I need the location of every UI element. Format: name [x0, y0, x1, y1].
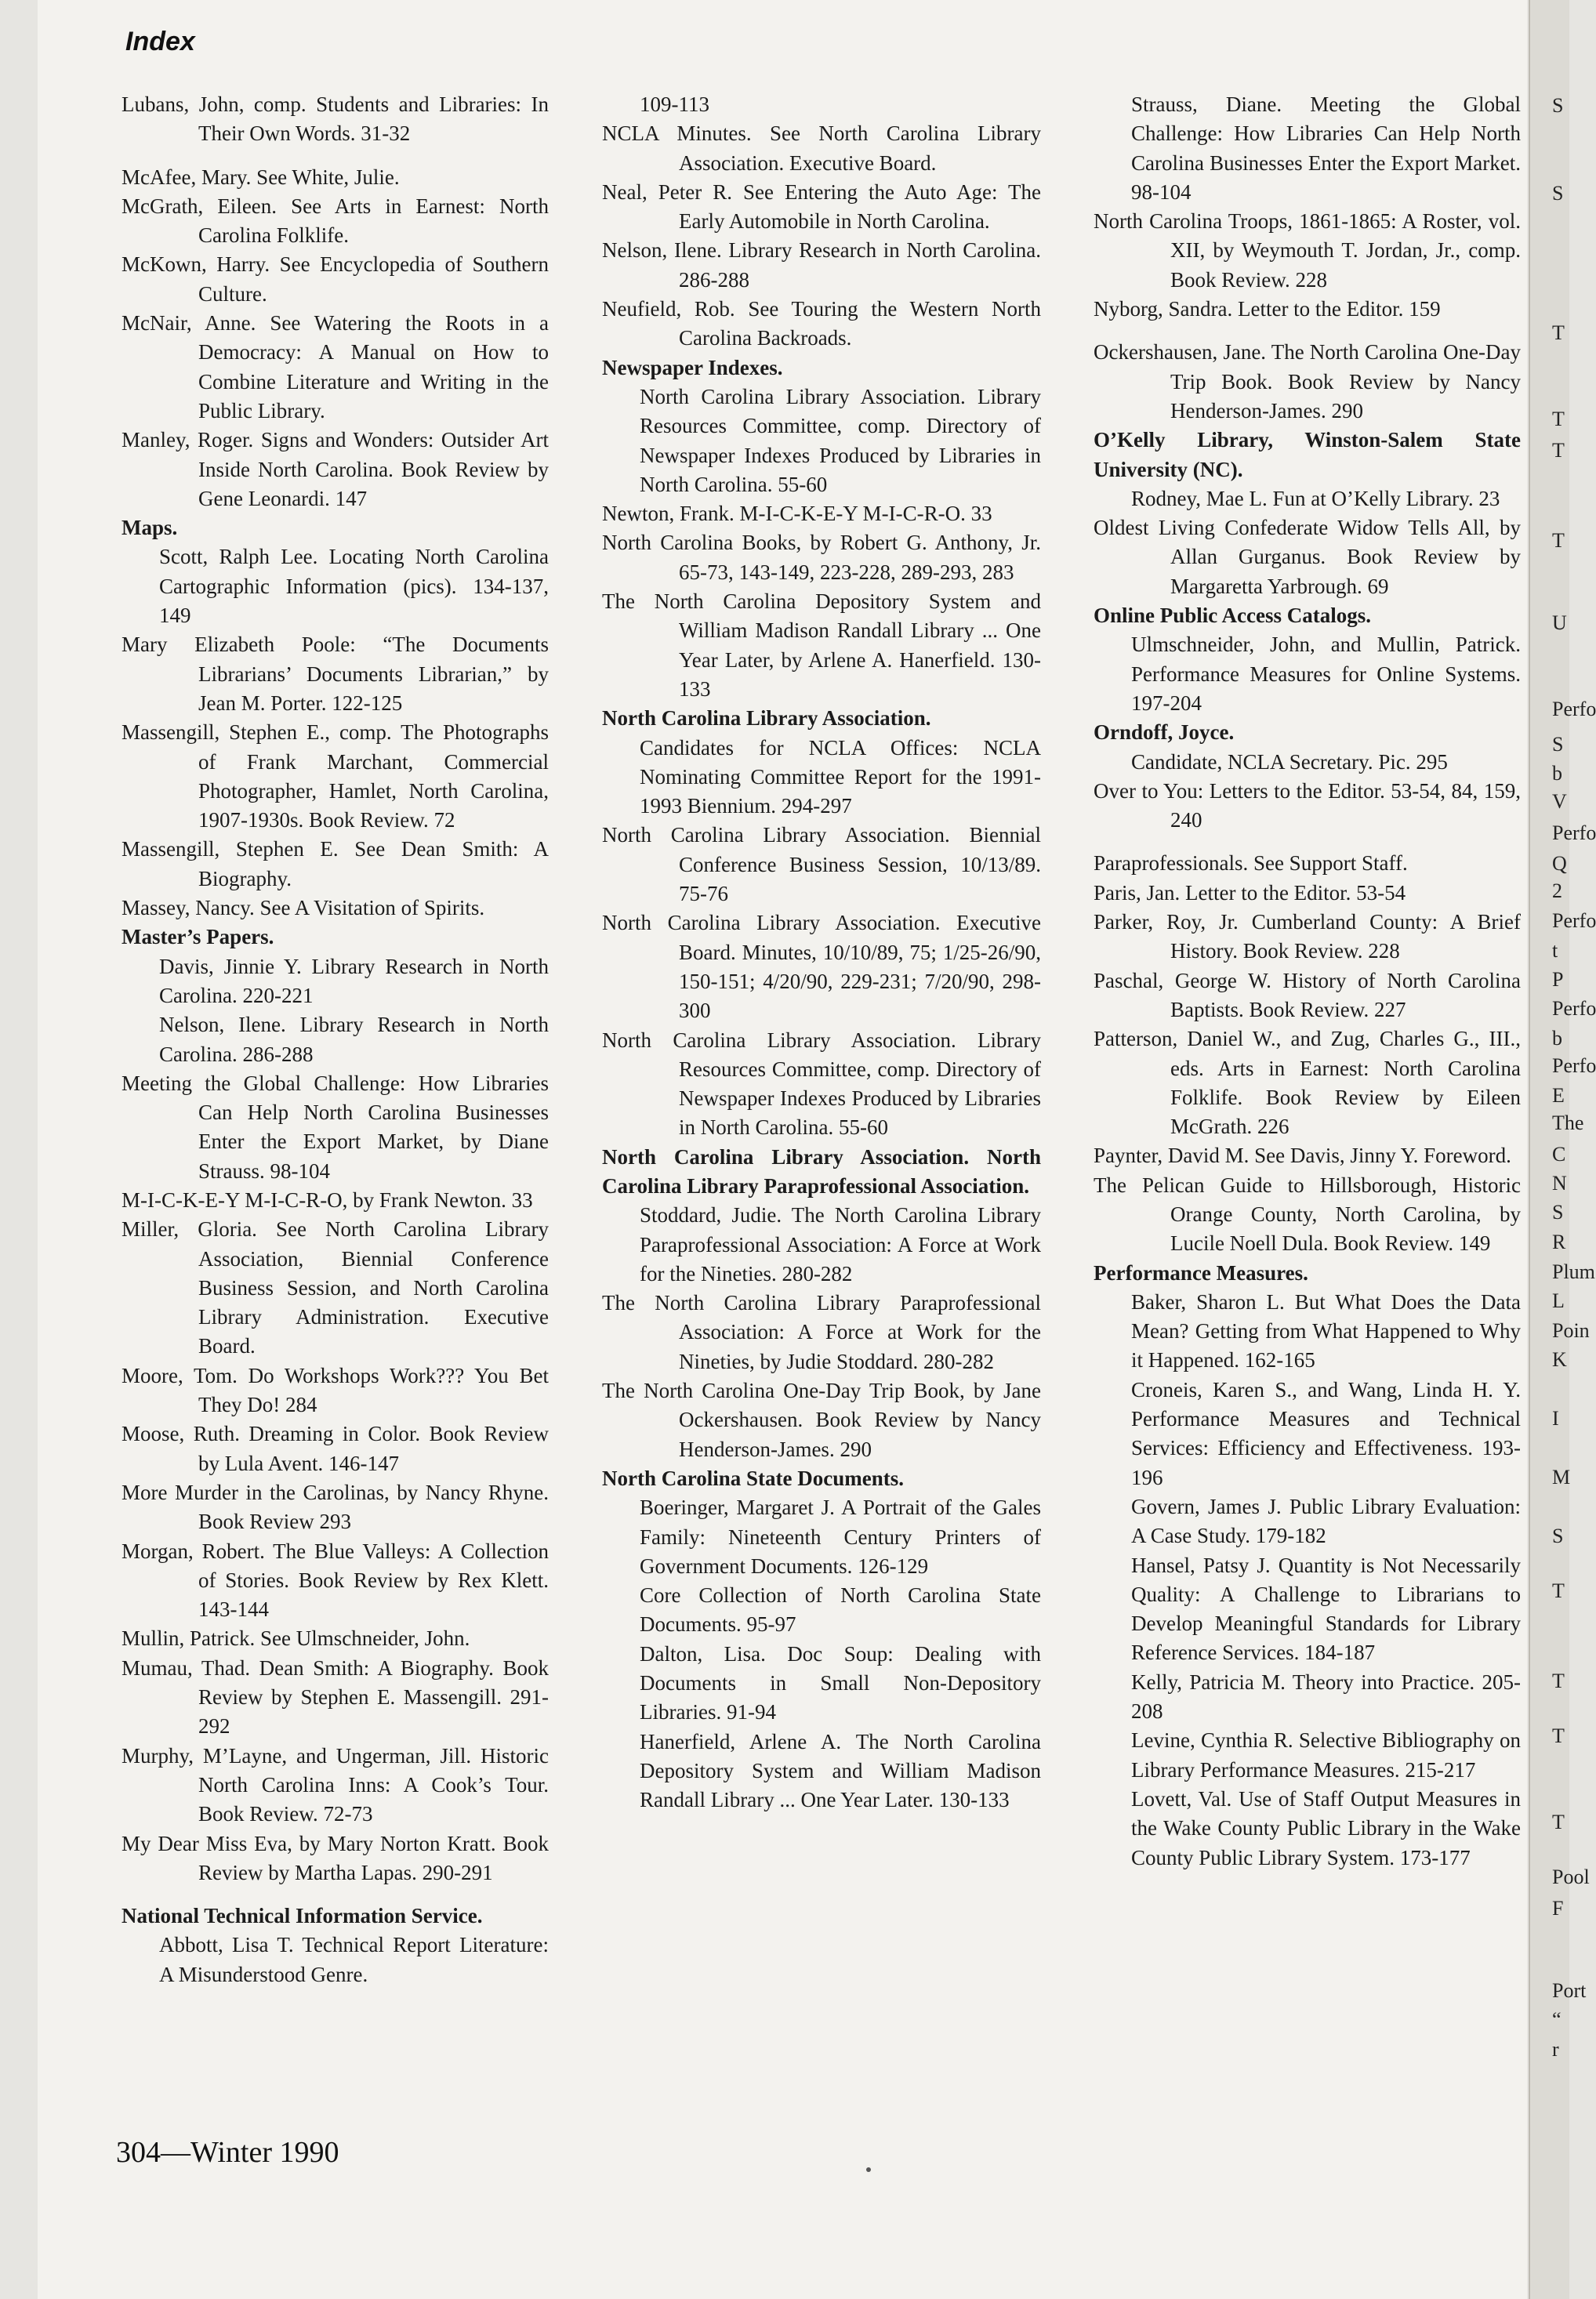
index-entry: McNair, Anne. See Watering the Roots in a Democracy: A Manual on How to Combine Literature and Writing in the Public Library. [122, 311, 549, 422]
facing-page-fragment: Pool [1552, 1866, 1590, 1888]
index-subentry: Hansel, Patsy J. Quantity is Not Necessarily Quality: A Challenge to Librarians to Develop Meaningful Standards for Library Reference Services. 184-187 [1131, 1553, 1521, 1665]
facing-page-fragment: N [1552, 1172, 1567, 1195]
index-entry: Meeting the Global Challenge: How Libraries Can Help North Carolina Businesses Enter the Export Market, by Diane Strauss. 98-104 [122, 1071, 549, 1183]
index-heading: North Carolina Library Association. [602, 706, 931, 731]
index-subentry: Lovett, Val. Use of Staff Output Measures in the Wake County Public Library in the Wake County Public Library System. 173-177 [1131, 1786, 1521, 1869]
index-subentry: Boeringer, Margaret J. A Portrait of the Gales Family: Nineteenth Century Printers of Government Documents. 126-129 [640, 1496, 1041, 1578]
index-entry: McGrath, Eileen. See Arts in Earnest: North Carolina Folklife. [122, 194, 549, 248]
index-entry: Miller, Gloria. See North Carolina Library Association, Biennial Conference Business Session, and North Carolina Library Administration. Executive Board. [122, 1217, 549, 1358]
page-footer: 304—Winter 1990 [116, 2136, 339, 2169]
facing-page-fragment: P [1552, 968, 1564, 991]
facing-page-fragment: S [1552, 1525, 1564, 1547]
index-subentry: Nelson, Ilene. Library Research in North Carolina. 286-288 [159, 1013, 549, 1066]
index-subentry: Govern, James J. Public Library Evaluation: A Case Study. 179-182 [1131, 1494, 1521, 1548]
index-entry: Mullin, Patrick. See Ulmschneider, John. [122, 1626, 470, 1651]
index-entry: Over to You: Letters to the Editor. 53-54, 84, 159, 240 [1094, 778, 1521, 832]
index-heading: Master’s Papers. [122, 925, 274, 949]
facing-page-fragment: Perfo [1552, 698, 1596, 720]
index-subentry: Candidate, NCLA Secretary. Pic. 295 [1131, 749, 1448, 774]
index-entry: Manley, Roger. Signs and Wonders: Outsider Art Inside North Carolina. Book Review by Gene Leonardi. 147 [122, 428, 549, 510]
facing-page-fragment: S [1552, 1201, 1564, 1224]
page-title: Index [125, 27, 195, 56]
index-entry: North Carolina Library Association. Executive Board. Minutes, 10/10/89, 75; 1/25-26/90, 150-151; 4/20/90, 229-231; 7/20/90, 298-300 [602, 911, 1041, 1023]
index-subentry: Croneis, Karen S., and Wang, Linda H. Y. Performance Measures and Technical Services: Efficiency and Effectiveness. 193-196 [1131, 1377, 1521, 1489]
index-entry: Neal, Peter R. See Entering the Auto Age: The Early Automobile in North Carolina. [602, 179, 1041, 234]
index-subentry: Ulmschneider, John, and Mullin, Patrick. Performance Measures for Online Systems. 197-204 [1131, 633, 1521, 715]
index-entry: Lubans, John, comp. Students and Libraries: In Their Own Words. 31-32 [122, 92, 549, 146]
index-entry: Paynter, David M. See Davis, Jinny Y. Foreword. [1094, 1144, 1511, 1168]
facing-page-fragment: C [1552, 1143, 1566, 1166]
facing-page-fragment: Plum [1552, 1260, 1595, 1283]
index-entry: Oldest Living Confederate Widow Tells All, by Allan Gurganus. Book Review by Margaretta Yarbrough. 69 [1094, 516, 1521, 598]
index-subentry: Abbott, Lisa T. Technical Report Literature: A Misunderstood Genre. [159, 1933, 549, 1986]
facing-page-fragment: r [1552, 2038, 1559, 2061]
facing-page-fragment: T [1552, 439, 1565, 462]
index-subentry: Stoddard, Judie. The North Carolina Library Paraprofessional Association: A Force at Work for the Nineties. 280-282 [640, 1203, 1041, 1285]
index-column-1 [122, 90, 549, 1989]
index-entry: Newton, Frank. M-I-C-K-E-Y M-I-C-R-O. 33 [602, 502, 992, 526]
index-entry: Moore, Tom. Do Workshops Work??? You Bet They Do! 284 [122, 1363, 549, 1417]
index-heading: Newspaper Indexes. [602, 355, 783, 379]
index-entry: NCLA Minutes. See North Carolina Library Association. Executive Board. [602, 121, 1041, 175]
facing-page-fragment: K [1552, 1348, 1567, 1371]
facing-page-fragment: S [1552, 733, 1564, 756]
facing-page-fragment: S [1552, 94, 1564, 117]
index-subentry: 109-113 [640, 92, 709, 116]
index-heading: Performance Measures. [1094, 1260, 1308, 1285]
index-entry: Morgan, Robert. The Blue Valleys: A Collection of Stories. Book Review by Rex Klett. 143-144 [122, 1539, 549, 1622]
index-subentry: Davis, Jinnie Y. Library Research in North Carolina. 220-221 [159, 954, 549, 1007]
facing-page-fragment: F [1552, 1897, 1564, 1920]
index-subentry: North Carolina Library Association. Library Resources Committee, comp. Directory of Newspaper Indexes Produced by Libraries in North Carolina. 55-60 [640, 384, 1041, 496]
facing-page-fragment: T [1552, 321, 1565, 344]
index-entry: North Carolina Library Association. Biennial Conference Business Session, 10/13/89. 75-76 [602, 823, 1041, 906]
facing-page-fragment: 2 [1552, 879, 1562, 902]
index-subentry: Rodney, Mae L. Fun at O’Kelly Library. 23 [1131, 486, 1500, 510]
index-entry: Massengill, Stephen E., comp. The Photographs of Frank Marchant, Commercial Photographer, Hamlet, North Carolina, 1907-1930s. Book Review. 72 [122, 720, 549, 832]
facing-page-fragment: Port [1552, 1979, 1587, 2002]
facing-page-fragment: T [1552, 1724, 1565, 1747]
index-entry: Nelson, Ilene. Library Research in North Carolina. 286-288 [602, 238, 1041, 292]
index-entry: Massey, Nancy. See A Visitation of Spirits. [122, 896, 485, 920]
index-entry: Moose, Ruth. Dreaming in Color. Book Review by Lula Avent. 146-147 [122, 1422, 549, 1475]
index-heading: National Technical Information Service. [122, 1904, 483, 1928]
index-heading: North Carolina State Documents. [602, 1466, 904, 1490]
index-column-3 [1094, 90, 1521, 1873]
index-entry: Paris, Jan. Letter to the Editor. 53-54 [1094, 880, 1406, 905]
index-subentry: Candidates for NCLA Offices: NCLA Nominating Committee Report for the 1991-1993 Biennium. 294-297 [640, 735, 1041, 818]
index-entry: Patterson, Daniel W., and Zug, Charles G., III., eds. Arts in Earnest: North Carolina Folklife. Book Review by Eileen McGrath. 226 [1094, 1027, 1521, 1139]
index-subentry: Core Collection of North Carolina State Documents. 95-97 [640, 1583, 1041, 1637]
index-entry: M-I-C-K-E-Y M-I-C-R-O, by Frank Newton. 33 [122, 1188, 533, 1212]
index-entry: Massengill, Stephen E. See Dean Smith: A Biography. [122, 837, 549, 890]
index-entry: The Pelican Guide to Hillsborough, Historic Orange County, North Carolina, by Lucile Noell Dula. Book Review. 149 [1094, 1173, 1521, 1256]
index-entry: Ockershausen, Jane. The North Carolina One-Day Trip Book. Book Review by Nancy Henderson-James. 290 [1094, 340, 1521, 422]
index-entry: Paraprofessionals. See Support Staff. [1094, 851, 1408, 876]
facing-page-fragment: T [1552, 1579, 1565, 1602]
index-entry: The North Carolina Library Paraprofessional Association: A Force at Work for the Nineties, by Judie Stoddard. 280-282 [602, 1291, 1041, 1373]
index-entry: North Carolina Books, by Robert G. Anthony, Jr. 65-73, 143-149, 223-228, 289-293, 283 [602, 531, 1041, 584]
print-speck [866, 2167, 871, 2172]
facing-page-fragment: Perfo [1552, 909, 1596, 932]
facing-page-fragment: Perfo [1552, 997, 1596, 1020]
index-entry: Mumau, Thad. Dean Smith: A Biography. Book Review by Stephen E. Massengill. 291-292 [122, 1655, 549, 1739]
index-subentry: Scott, Ralph Lee. Locating North Carolina Cartographic Information (pics). 134-137, 149 [159, 545, 549, 628]
index-subentry: Kelly, Patricia M. Theory into Practice. 205-208 [1131, 1670, 1521, 1724]
facing-page-fragment: M [1552, 1466, 1571, 1489]
index-entry: Nyborg, Sandra. Letter to the Editor. 159 [1094, 297, 1441, 321]
index-entry: North Carolina Library Association. Library Resources Committee, comp. Directory of Newspaper Indexes Produced by Libraries in North Carolina. 55-60 [602, 1028, 1041, 1140]
index-entry: The North Carolina One-Day Trip Book, by Jane Ockershausen. Book Review by Nancy Henderson-James. 290 [602, 1379, 1041, 1461]
index-subentry: Strauss, Diane. Meeting the Global Challenge: How Libraries Can Help North Carolina Businesses Enter the Export Market. 98-104 [1131, 92, 1521, 204]
index-entry: North Carolina Troops, 1861-1865: A Roster, vol. XII, by Weymouth T. Jordan, Jr., comp. Book Review. 228 [1094, 209, 1521, 292]
facing-page-fragment: T [1552, 529, 1565, 552]
index-entry: The North Carolina Depository System and William Madison Randall Library ... One Year Later, by Arlene A. Hanerfield. 130-133 [602, 589, 1041, 701]
index-heading: Online Public Access Catalogs. [1094, 604, 1372, 628]
index-entry: Mary Elizabeth Poole: “The Documents Librarians’ Documents Librarian,” by Jean M. Porter. 122-125 [122, 633, 549, 715]
facing-page-fragment: “ [1552, 2008, 1562, 2031]
index-subentry: Dalton, Lisa. Doc Soup: Dealing with Documents in Small Non-Depository Libraries. 91-94 [640, 1641, 1041, 1724]
index-entry: McKown, Harry. See Encyclopedia of Southern Culture. [122, 252, 549, 306]
index-subentry: Baker, Sharon L. But What Does the Data Mean? Getting from What Happened to Why it Happened. 162-165 [1131, 1289, 1521, 1373]
index-entry: Murphy, M’Layne, and Ungerman, Jill. Historic North Carolina Inns: A Cook’s Tour. Book Review. 72-73 [122, 1743, 549, 1826]
facing-page-fragment: Perfo [1552, 821, 1596, 844]
index-entry: Neufield, Rob. See Touring the Western North Carolina Backroads. [602, 297, 1041, 350]
index-heading: Maps. [122, 516, 178, 540]
facing-page-fragment: E [1552, 1084, 1565, 1107]
facing-page-fragment: I [1552, 1407, 1559, 1430]
facing-page-fragment: Poin [1552, 1319, 1590, 1342]
facing-page-fragment: R [1552, 1231, 1566, 1253]
index-subentry: Levine, Cynthia R. Selective Bibliography on Library Performance Measures. 215-217 [1131, 1728, 1521, 1782]
facing-page-fragment: S [1552, 182, 1564, 205]
facing-page-fragment: b [1552, 1027, 1562, 1050]
facing-page-fragment: Q [1552, 852, 1567, 875]
index-heading: North Carolina Library Association. North Carolina Library Paraprofessional Association. [602, 1144, 1041, 1198]
facing-page-fragment: t [1552, 939, 1558, 962]
index-entry: My Dear Miss Eva, by Mary Norton Kratt. Book Review by Martha Lapas. 290-291 [122, 1831, 549, 1884]
index-entry: Paschal, George W. History of North Carolina Baptists. Book Review. 227 [1094, 968, 1521, 1021]
index-heading: O’Kelly Library, Winston-Salem State University (NC). [1094, 428, 1521, 481]
index-heading: Orndoff, Joyce. [1094, 720, 1235, 745]
index-entry: Parker, Roy, Jr. Cumberland County: A Brief History. Book Review. 228 [1094, 910, 1521, 963]
facing-page-fragment: V [1552, 790, 1567, 813]
index-entry: McAfee, Mary. See White, Julie. [122, 165, 400, 189]
index-subentry: Hanerfield, Arlene A. The North Carolina Depository System and William Madison Randall Library ... One Year Later. 130-133 [640, 1729, 1041, 1812]
facing-page-fragment: L [1552, 1289, 1565, 1312]
facing-page-fragment: b [1552, 762, 1562, 785]
index-column-2 [602, 90, 1041, 1815]
index-entry: More Murder in the Carolinas, by Nancy Rhyne. Book Review 293 [122, 1480, 549, 1534]
facing-page-fragment: The [1552, 1111, 1584, 1134]
facing-page-fragment: T [1552, 408, 1565, 430]
facing-page-fragment: U [1552, 611, 1567, 634]
facing-page-fragment: T [1552, 1670, 1565, 1692]
facing-page-fragment: T [1552, 1811, 1565, 1833]
facing-page-fragment: Perfo [1552, 1054, 1596, 1077]
